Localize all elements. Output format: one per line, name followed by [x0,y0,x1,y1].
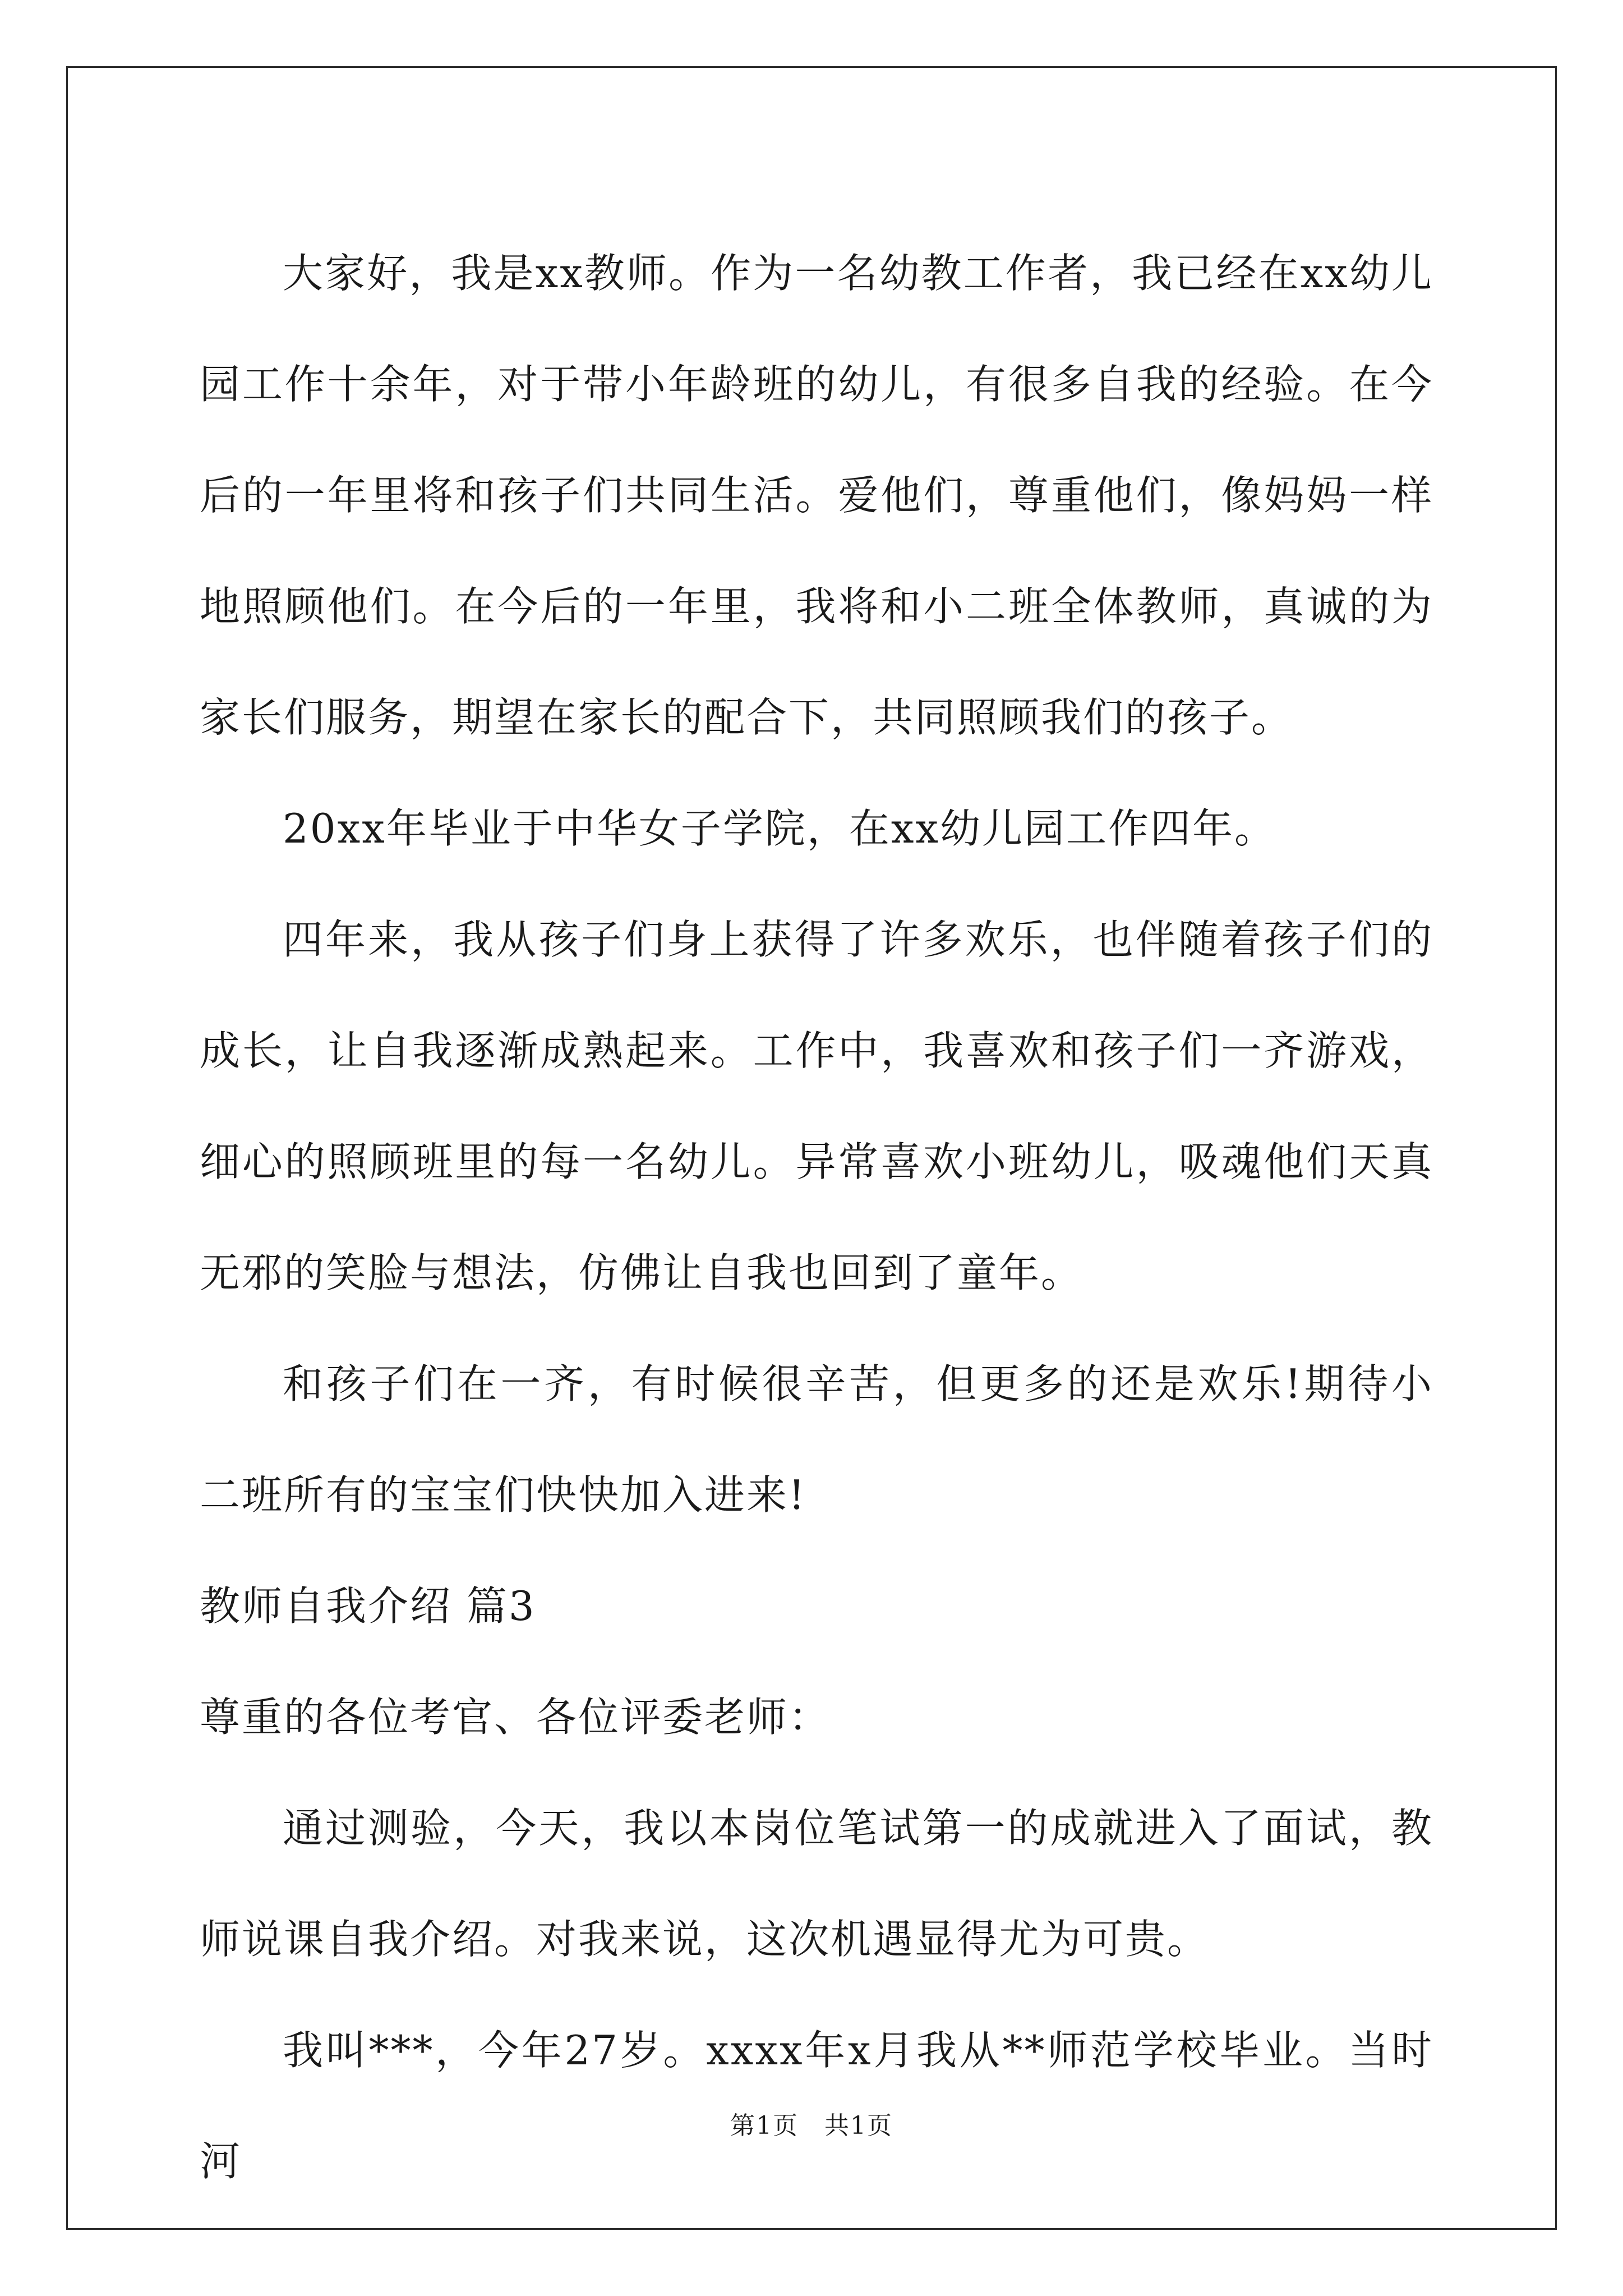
paragraph-intro: 大家好，我是xx教师。作为一名幼教工作者，我已经在xx幼儿园工作十余年，对于带小年龄班的幼儿，有很多自我的经验。在今后的一年里将和孩子们共同生活。爱他们，尊重他们，像妈妈一样地照顾他们。在今后的一年里，我将和小二班全体教师，真诚的为家长们服务，期望在家长的配合下，共同照顾我们的孩子。 [200,250,1433,741]
paragraph-four-years: 四年来，我从孩子们身上获得了许多欢乐，也伴随着孩子们的成长，让自我逐渐成熟起来。工作中，我喜欢和孩子们一齐游戏，细心的照顾班里的每一名幼儿。异常喜欢小班幼儿，吸魂他们天真无邪的笑脸与想法，仿佛让自我也回到了童年。 [200,916,1433,1296]
document-body [200,218,1433,2217]
page-number-footer: 第1页 共1页 [730,2111,893,2140]
salutation: 尊重的各位考官、各位评委老师： [200,1694,831,1741]
paragraph-graduation: 20xx年毕业于中华女子学院，在xx幼儿园工作四年。 [283,805,1277,852]
paragraph-name: 我叫***，今年27岁。xxxx年x月我从**师范学校毕业。当时河 [200,2027,1433,2185]
section-heading: 教师自我介绍 篇3 [200,1582,536,1630]
paragraph-joy: 和孩子们在一齐，有时候很辛苦，但更多的还是欢乐!期待小二班所有的宝宝们快快加入进来! [200,1360,1433,1519]
paragraph-exam: 通过测验，今天，我以本岗位笔试第一的成就进入了面试，教师说课自我介绍。对我来说，这次机遇显得尤为可贵。 [200,1805,1433,1963]
